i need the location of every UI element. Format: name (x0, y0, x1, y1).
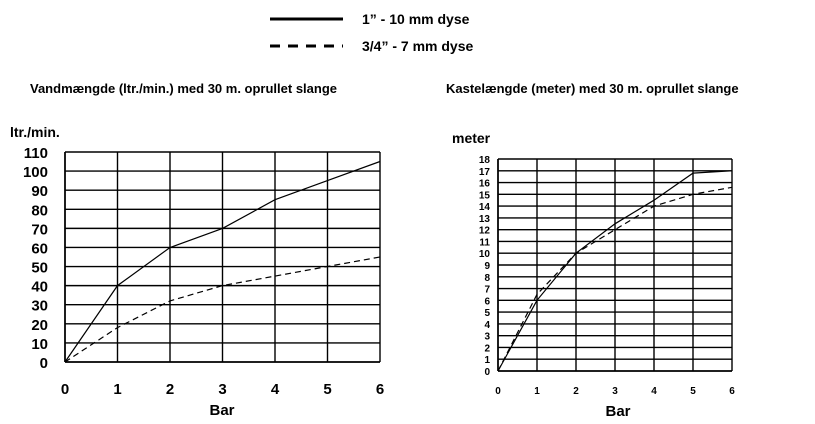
x-tick-label: 4 (651, 386, 657, 397)
y-tick-label: 13 (478, 213, 490, 225)
y-tick-label: 0 (39, 355, 48, 372)
x-tick-label: 0 (495, 386, 501, 397)
chart-throw-length (446, 81, 739, 420)
y-axis-label: ltr./min. (10, 124, 60, 140)
y-tick-label: 7 (484, 284, 490, 296)
y-tick-label: 11 (479, 237, 490, 249)
y-tick-label: 15 (478, 190, 490, 202)
x-tick-label: 6 (375, 381, 385, 398)
y-tick-label: 60 (31, 240, 48, 258)
y-tick-label: 5 (484, 308, 490, 320)
legend-dashed-label: 3/4” - 7 mm dyse (362, 38, 474, 54)
x-tick-label: 4 (270, 381, 280, 398)
legend (270, 11, 473, 54)
chart-title: Kastelængde (meter) med 30 m. oprullet slange (446, 81, 739, 96)
y-tick-label: 0 (484, 367, 490, 378)
x-axis-label: Bar (605, 403, 631, 420)
y-tick-label: 100 (22, 164, 48, 182)
legend-solid-label: 1” - 10 mm dyse (362, 11, 470, 27)
y-tick-label: 10 (478, 249, 490, 261)
y-tick-label: 10 (31, 335, 48, 353)
y-tick-label: 6 (484, 296, 490, 308)
y-tick-label: 40 (31, 278, 48, 296)
x-tick-label: 5 (323, 381, 332, 398)
y-tick-label: 110 (23, 145, 48, 162)
y-tick-label: 30 (31, 297, 48, 315)
x-tick-label: 1 (534, 386, 540, 397)
y-tick-label: 9 (484, 261, 490, 272)
y-tick-label: 16 (478, 178, 490, 190)
y-tick-label: 3 (484, 331, 490, 343)
y-tick-label: 90 (31, 183, 48, 201)
y-tick-label: 12 (478, 225, 490, 237)
y-tick-label: 17 (478, 166, 490, 178)
x-tick-label: 3 (218, 381, 227, 398)
y-tick-label: 4 (484, 319, 490, 331)
chart-title: Vandmængde (ltr./min.) med 30 m. oprullet slange (30, 81, 338, 96)
x-tick-label: 2 (573, 386, 579, 397)
y-tick-label: 2 (484, 343, 490, 355)
y-tick-label: 8 (484, 272, 490, 284)
x-tick-label: 6 (729, 386, 735, 397)
y-tick-label: 20 (31, 316, 48, 334)
y-tick-label: 1 (484, 355, 490, 367)
y-tick-label: 18 (478, 155, 490, 166)
y-tick-label: 14 (478, 202, 490, 214)
x-tick-label: 3 (612, 386, 618, 397)
x-tick-label: 2 (165, 381, 175, 398)
y-tick-label: 50 (31, 259, 48, 277)
x-tick-label: 5 (690, 386, 696, 397)
y-axis-label: meter (452, 130, 491, 146)
x-tick-label: 0 (60, 381, 70, 398)
y-tick-label: 70 (31, 221, 48, 239)
y-tick-label: 80 (31, 202, 48, 220)
chart-water-flow (10, 81, 384, 419)
x-tick-label: 1 (113, 381, 122, 398)
x-axis-label: Bar (209, 402, 235, 419)
